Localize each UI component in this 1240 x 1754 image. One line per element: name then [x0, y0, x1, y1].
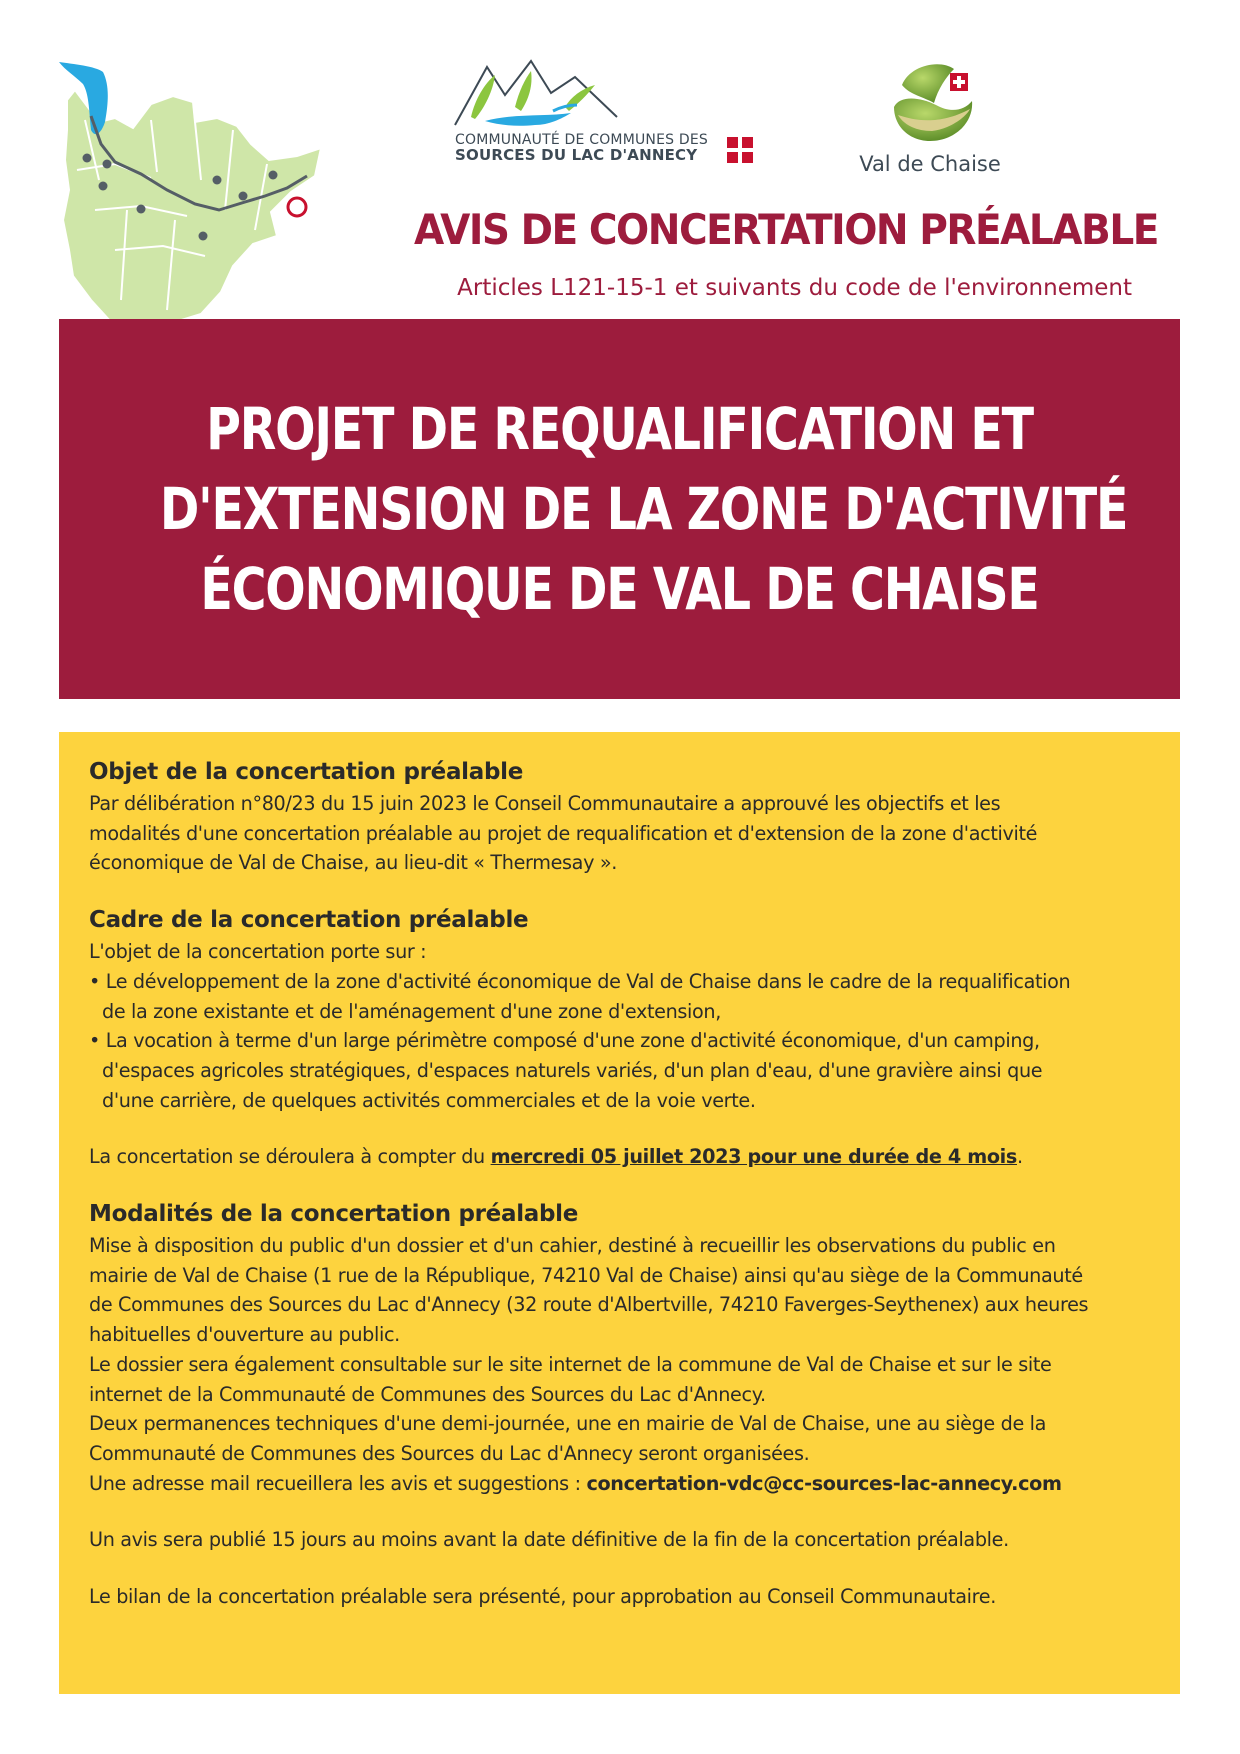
cadre-bullet-2-line-1: • La vocation à terme d'un large périmètre composé d'une zone d'activité économique, d'un camping, — [89, 1029, 1040, 1053]
avis-paragraph: Un avis sera publié 15 jours au moins avant la date définitive de la fin de la concertation préalable. — [89, 1528, 1009, 1552]
cadre-heading: Cadre de la concertation préalable — [89, 907, 529, 934]
val-de-chaise-logo — [845, 55, 1015, 176]
cadre-bullet-list — [89, 967, 1150, 1116]
contact-email-link[interactable]: concertation-vdc@cc-sources-lac-annecy.com — [586, 1471, 1062, 1495]
project-title — [59, 389, 1180, 629]
cadre-bullet-1-line-1: • Le développement de la zone d'activité économique de Val de Chaise dans le cadre de la requalification — [89, 969, 1071, 993]
objet-paragraph — [89, 789, 1150, 878]
val-de-chaise-emblem-icon — [880, 55, 980, 145]
cadre-intro: L'objet de la concertation porte sur : — [89, 940, 427, 964]
modalites-line-2: mairie de Val de Chaise (1 rue de la République, 74210 Val de Chaise) ainsi qu'au siège de la Communauté — [89, 1263, 1083, 1287]
modalites-line-4: habituelles d'ouverture au public. — [89, 1323, 400, 1347]
bilan-paragraph: Le bilan de la concertation préalable sera présenté, pour approbation au Conseil Communautaire. — [89, 1585, 996, 1609]
cadre-bullet-2-line-2: d'espaces agricoles stratégiques, d'espaces naturels variés, d'un plan d'eau, d'une gravière ainsi que — [102, 1058, 1043, 1082]
objet-line-2: modalités d'une concertation préalable au projet de requalification et d'extension de la zone d'activité — [89, 821, 1038, 845]
objet-line-1: Par délibération n°80/23 du 15 juin 2023 le Conseil Communautaire a approuvé les objectifs et les — [89, 792, 1001, 815]
project-title-line1: PROJET DE REQUALIFICATION ET — [206, 395, 1033, 463]
cc-logo-line2: SOURCES DU LAC D'ANNECY — [455, 145, 698, 164]
modalites-line-1: Mise à disposition du public d'un dossier et d'un cahier, destiné à recueillir les observations du public en — [89, 1234, 1056, 1258]
duration-prefix: La concertation se déroulera à compter du — [89, 1145, 491, 1169]
objet-line-3: économique de Val de Chaise, au lieu-dit « Thermesay ». — [89, 851, 617, 875]
modalites-line-3: de Communes des Sources du Lac d'Annecy (32 route d'Albertville, 74210 Faverges-Seythenex) aux heures — [89, 1293, 1089, 1317]
modalites-line-7: Deux permanences techniques d'une demi-journée, une en mairie de Val de Chaise, une au siège de la — [89, 1412, 1047, 1436]
modalites-line-6: internet de la Communauté de Communes des Sources du Lac d'Annecy. — [89, 1382, 766, 1406]
cadre-bullet-2 — [89, 1026, 1150, 1115]
email-prefix: Une adresse mail recueillera les avis et suggestions : — [89, 1471, 587, 1495]
modalites-line-5: Le dossier sera également consultable sur le site internet de la commune de Val de Chaise et sur le site — [89, 1352, 1052, 1376]
val-de-chaise-logo-name: Val de Chaise — [859, 152, 1001, 176]
notice-title: AVIS DE CONCERTATION PRÉALABLE — [414, 205, 1158, 254]
cc-logo-line1: COMMUNAUTÉ DE COMMUNES DES — [455, 132, 708, 148]
cadre-bullet-1 — [89, 967, 1150, 1026]
notice-content — [59, 732, 1180, 1694]
mountain-lake-icon — [445, 55, 695, 133]
duration-suffix: . — [1016, 1145, 1023, 1169]
modalites-paragraph — [89, 1231, 1150, 1498]
modalites-heading: Modalités de la concertation préalable — [89, 1201, 579, 1228]
project-title-line2: D'EXTENSION DE LA ZONE D'ACTIVITÉ — [159, 475, 1128, 543]
project-title-line3: ÉCONOMIQUE DE VAL DE CHAISE — [200, 555, 1039, 623]
notice-subtitle: Articles L121-15-1 et suivants du code de l'environnement — [457, 275, 1132, 301]
duration-paragraph — [89, 1142, 1150, 1172]
modalites-line-8: Communauté de Communes des Sources du Lac d'Annecy seront organisées. — [89, 1441, 810, 1465]
cc-sources-lac-annecy-logo — [445, 55, 765, 163]
objet-heading: Objet de la concertation préalable — [89, 759, 524, 785]
project-banner — [59, 319, 1180, 699]
cadre-bullet-2-line-3: d'une carrière, de quelques activités commerciales et de la voie verte. — [102, 1088, 756, 1112]
cadre-bullet-1-line-2: de la zone existante et de l'aménagement d'une zone d'extension, — [102, 999, 721, 1023]
savoie-flag-icon — [727, 137, 753, 163]
duration-dates: mercredi 05 juillet 2023 pour une durée de 4 mois — [490, 1145, 1017, 1169]
